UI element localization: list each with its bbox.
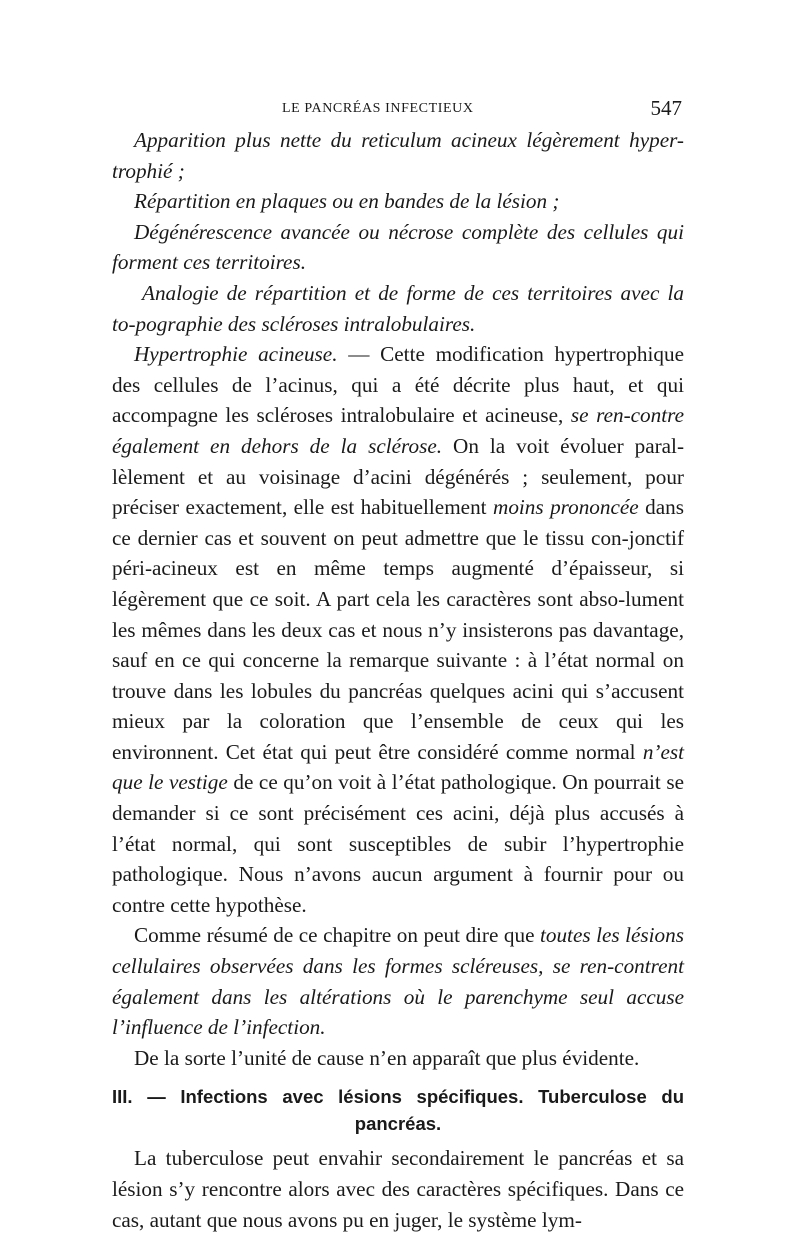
italic-text: Répartition en plaques ou en bandes de la lésion ; [134, 189, 560, 214]
body-span: de ce qu’on voit à l’état pathologique. On pourrait se demander si ce sont précisément ces acini, déjà plus accusés à l’état normal, qui sont susceptibles de subir l’hypertrophie pathologique. Nous n’avons aucun argument à fournir pour ou contre cette hypothèse. [112, 770, 684, 917]
body-span: On la voit évoluer paral-lèlement et au voisinage d’acini dégénérés ; seulement, pour préciser exactement, elle est habituellement [112, 433, 684, 520]
italic-text: moins prononcée [493, 495, 639, 520]
italic-lead: Hypertrophie acineuse. [134, 342, 338, 367]
body-span: De la sorte l’unité de cause n’en apparaît que plus évidente. [134, 1045, 640, 1070]
paragraph-degenerescence [112, 217, 684, 278]
section-heading-line: pancréas. [354, 1113, 442, 1135]
body-span: dans ce dernier cas et souvent on peut admettre que le tissu con-jonctif péri-acineux est en même temps augmenté d’épaisseur, si légèrement que ce soit. A part cela les caractères sont abso-lument les mêmes dans les deux cas et nous n’y insisterons pas davantage, sauf en ce qui concerne la remarque suivante : à l’état normal on trouve dans les lobules du pancréas quelques acini qui s’accusent mieux par la coloration que l’ensemble de ceux qui les environnent. Cet état qui peut être considéré comme normal [112, 495, 684, 764]
paragraph-tuberculose [112, 1143, 684, 1235]
italic-text: se ren-contre également en dehors de la sclérose. [112, 403, 684, 458]
italic-text: Analogie de répartition et de forme de ces territoires avec la to-pographie des scléroses intralobulaires. [112, 280, 684, 336]
section-heading [112, 1083, 684, 1137]
body-span: — Cette modification hypertrophique des cellules de l’acinus, qui a été décrite plus haut, et qui accompagne les scléroses intralobulaire et acineuse, [112, 342, 684, 428]
paragraph-analogie [112, 278, 684, 339]
paragraph-hypertrophie [112, 339, 684, 920]
body-text [112, 125, 684, 1235]
running-head: LE PANCRÉAS INFECTIEUX [282, 101, 474, 116]
italic-text: n’est que le vestige [112, 739, 684, 795]
body-span: La tuberculose peut envahir secondairement le pancréas et sa lésion s’y rencontre alors avec des caractères spécifiques. Dans ce cas, autant que nous avons pu en juger, le système lym- [112, 1146, 684, 1232]
paragraph-resume [112, 920, 684, 1042]
page-header [112, 96, 682, 126]
italic-text: Dégénérescence avancée ou nécrose complète des cellules qui forment ces territoires. [112, 219, 684, 275]
paragraph-apparition [112, 125, 684, 186]
section-heading-line: III. — Infections avec lésions spécifiques. Tuberculose du [112, 1086, 684, 1108]
italic-text: toutes les lésions cellulaires observées dans les formes scléreuses, se ren-contrent également dans les altérations où le parenchyme seul accuse l’influence de l’infection. [112, 923, 684, 1040]
page-number: 547 [650, 96, 682, 120]
italic-text: Apparition plus nette du reticulum acineux légèrement hyper-trophié ; [112, 128, 684, 183]
body-span: Comme résumé de ce chapitre on peut dire que [134, 923, 540, 948]
paragraph-conclusion [112, 1043, 684, 1074]
paragraph-repartition [112, 186, 684, 217]
